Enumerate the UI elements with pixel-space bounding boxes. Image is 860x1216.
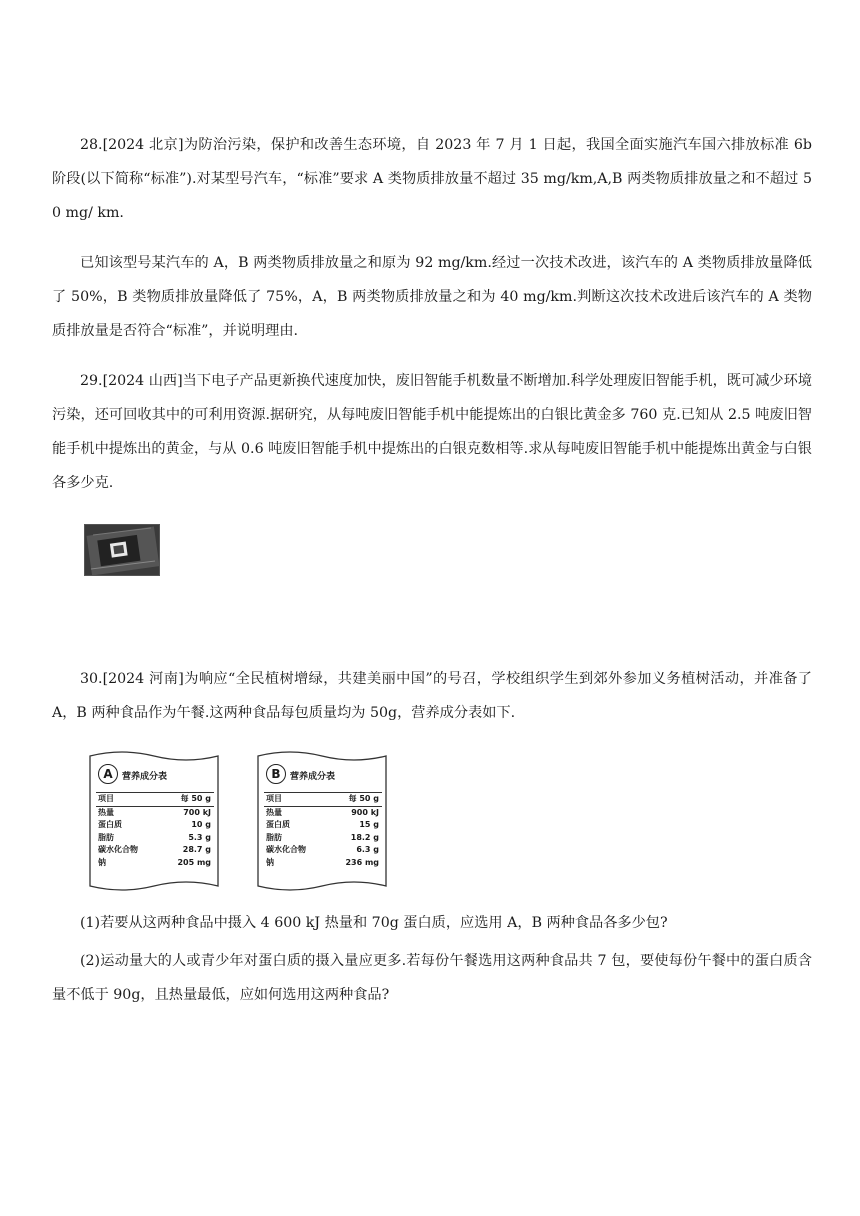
table-cell: 碳水化合物 [266, 845, 306, 854]
table-row [96, 807, 214, 820]
table-cell: 热量 [266, 807, 282, 817]
table-row [96, 844, 214, 857]
table-b-title: 营养成分表 [290, 772, 336, 782]
table-cell: 脂肪 [266, 832, 282, 842]
table-cell: 700 kJ [183, 807, 211, 817]
table-cell: 18.2 g [350, 832, 379, 842]
problem-28-statement: 28.[2024 北京]为防治污染，保护和改善生态环境，自 2023 年 7 月 1 日起，我国全面实施汽车国六排放标准 6b 阶段(以下简称“标准”).对某型号汽车，“标准”要求 A 类物质排放量不超过 35 mg/km,A,B 两类物质排放量之和不超过 50 mg/ km. [52, 137, 812, 221]
table-cell: 10 g [191, 820, 211, 829]
table-row [264, 819, 382, 832]
problem-30-question-2: (2)运动量大的人或青少年对蛋白质的摄入量应更多.若每份午餐选用这两种食品共 7 包，要使每份午餐中的蛋白质含量不低于 90g，且热量最低，应如何选用这两种食品? [52, 953, 812, 1003]
table-cell: 6.3 g [356, 845, 379, 854]
table-row [264, 857, 382, 870]
table-cell: 236 mg [345, 857, 379, 867]
table-row [96, 857, 214, 870]
table-cell: 钠 [266, 857, 274, 867]
table-cell: 热量 [98, 807, 114, 817]
table-row [96, 832, 214, 845]
table-header-item: 项目 [98, 794, 114, 803]
table-header-value: 每 50 g [180, 794, 211, 803]
table-cell: 5.3 g [188, 832, 211, 842]
table-cell: 蛋白质 [98, 820, 122, 829]
table-cell: 钠 [98, 857, 106, 867]
table-cell: 28.7 g [182, 845, 211, 854]
table-header-value: 每 50 g [348, 794, 379, 803]
table-row [96, 793, 214, 807]
table-header-item: 项目 [266, 794, 282, 803]
problem-28-question: 已知该型号某汽车的 A，B 两类物质排放量之和原为 92 mg/km.经过一次技术改进，该汽车的 A 类物质排放量降低了 50%，B 类物质排放量降低了 75%，A，B 两类物质排放量之和为 40 mg/km.判断这次技术改进后该汽车的 A 类物质排放量是否符合“标准”，并说明理由. [52, 255, 812, 339]
phone-circuit-board-photo [84, 524, 160, 576]
table-cell: 205 mg [177, 857, 211, 867]
table-cell: 900 kJ [351, 807, 379, 817]
table-row [264, 844, 382, 857]
table-row [264, 793, 382, 807]
table-cell: 碳水化合物 [98, 845, 138, 854]
table-a-badge: A [98, 764, 118, 784]
problem-30-question-1: (1)若要从这两种食品中摄入 4 600 kJ 热量和 70g 蛋白质，应选用 A，B 两种食品各多少包? [80, 915, 668, 931]
table-cell: 15 g [359, 820, 379, 829]
table-b-badge: B [266, 764, 286, 784]
problem-29-statement: 29.[2024 山西]当下电子产品更新换代速度加快，废旧智能手机数量不断增加.科学处理废旧智能手机，既可减少环境污染，还可回收其中的可利用资源.据研究，从每吨废旧智能手机中能提炼出的白银比黄金多 760 克.已知从 2.5 吨废旧智能手机中提炼出的黄金，与从 0.6 吨废旧智能手机中提炼出的白银克数相等.求从每吨废旧智能手机中能提炼出黄金与白银各多少克. [52, 373, 812, 491]
table-a-title: 营养成分表 [122, 772, 168, 782]
nutrition-table-b [256, 750, 388, 892]
problem-30-statement: 30.[2024 河南]为响应“全民植树增绿，共建美丽中国”的号召，学校组织学生到郊外参加义务植树活动，并准备了 A，B 两种食品作为午餐.这两种食品每包质量均为 50g，营养成分表如下. [52, 671, 812, 721]
table-row [264, 832, 382, 845]
table-cell: 脂肪 [98, 832, 114, 842]
table-cell: 蛋白质 [266, 820, 290, 829]
table-row [264, 807, 382, 820]
table-row [96, 819, 214, 832]
nutrition-table-a [88, 750, 220, 892]
